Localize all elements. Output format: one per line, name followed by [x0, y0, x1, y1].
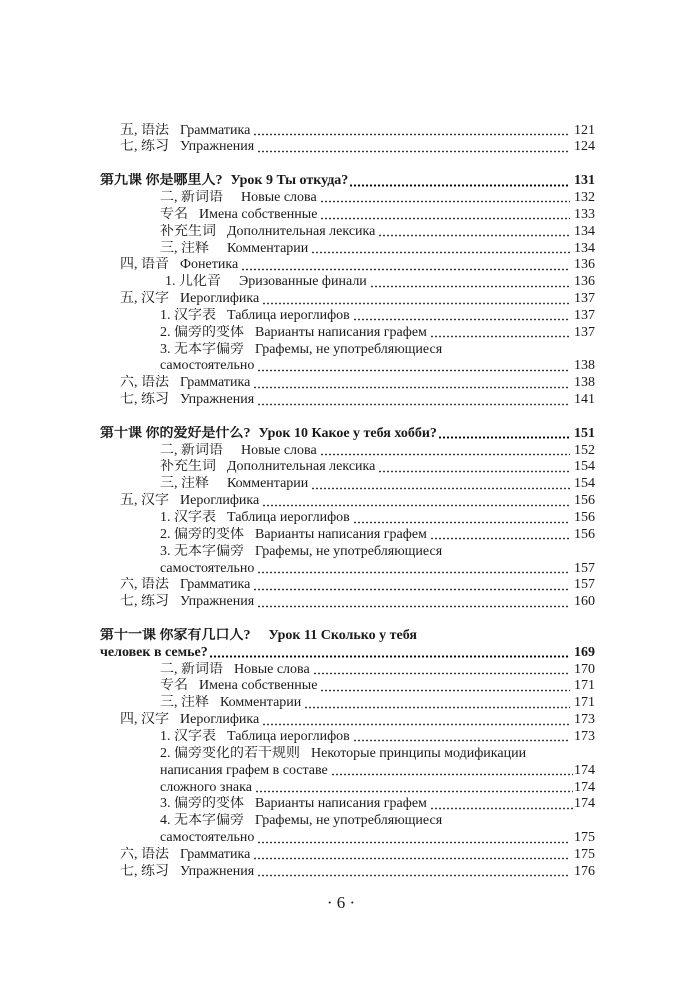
entry-russian-title: Упражнения	[180, 594, 255, 610]
toc-entry	[100, 308, 595, 325]
entry-chinese-title: 二, 新词语	[160, 661, 223, 677]
entry-page-number: 136	[574, 257, 595, 273]
dot-leader	[253, 847, 570, 864]
entry-chinese-title: 3. 偏旁的变体	[160, 796, 244, 812]
toc-entry	[100, 493, 595, 510]
entry-chinese-title: 四, 语音	[120, 257, 169, 273]
lesson-heading-continuation	[100, 645, 595, 662]
entry-chinese-title: 2. 偏旁变化的若干规则	[160, 745, 300, 761]
entry-russian-title: Иероглифика	[180, 712, 260, 728]
toc-entry	[100, 729, 595, 746]
entry-page-number: 174	[574, 796, 595, 812]
toc-entry	[100, 342, 595, 359]
toc-entry	[100, 476, 595, 493]
toc-entry	[100, 510, 595, 527]
dot-leader	[370, 274, 570, 291]
entry-russian-title: Дополнительная лексика	[227, 459, 376, 475]
entry-chinese-title: 3. 无本字偏旁	[160, 341, 244, 357]
dot-leader	[430, 325, 570, 342]
entry-russian-title: Графемы, не употребляющиеся	[255, 341, 443, 357]
dot-leader	[255, 780, 573, 797]
entry-page-number: 173	[574, 712, 595, 728]
entry-chinese-title: 七, 练习	[120, 392, 169, 408]
toc-entry	[100, 678, 595, 695]
toc-entry	[100, 139, 595, 156]
entry-page-number: 157	[574, 577, 595, 593]
entry-chinese-title: 专名	[160, 206, 188, 222]
entry-chinese-title: 二, 新词语	[160, 442, 223, 458]
dot-leader	[257, 358, 570, 375]
entry-page-number: 152	[574, 442, 595, 458]
entry-russian-title-continuation: самостоятельно	[160, 560, 255, 576]
entry-chinese-title: 1. 汉字表	[160, 510, 216, 525]
dot-leader	[438, 426, 570, 443]
entry-chinese-title: 七, 练习	[120, 594, 169, 610]
dot-leader	[378, 459, 570, 476]
entry-russian-title: Грамматика	[180, 122, 251, 138]
entry-page-number: 136	[574, 274, 595, 290]
entry-page-number: 157	[574, 560, 595, 576]
toc-entry	[100, 325, 595, 342]
entry-page-number: 154	[574, 459, 595, 475]
entry-chinese-title: 补充生词	[160, 223, 216, 239]
dot-leader	[378, 224, 570, 241]
entry-page-number: 173	[574, 728, 595, 744]
toc-entry	[100, 577, 595, 594]
entry-chinese-title: 补充生词	[160, 459, 216, 475]
entry-russian-title: Комментарии	[220, 695, 302, 711]
entry-page-number: 121	[574, 122, 595, 138]
toc-entry	[100, 224, 595, 241]
toc-entry	[100, 190, 595, 207]
entry-chinese-title: 六, 语法	[120, 577, 169, 593]
dot-leader	[320, 678, 570, 695]
dot-leader	[353, 510, 570, 527]
entry-russian-title: Грамматика	[180, 577, 251, 593]
entry-russian-title: Графемы, не употребляющиеся	[255, 543, 443, 559]
toc-entry-continuation	[100, 780, 595, 797]
entry-chinese-title: 二, 新词语	[160, 189, 223, 205]
toc-entry	[100, 746, 595, 763]
entry-chinese-title: 1. 汉字表	[160, 307, 216, 323]
entry-page-number: 176	[574, 863, 595, 879]
entry-page-number: 154	[574, 476, 595, 492]
dot-leader	[320, 443, 570, 460]
entry-russian-title: Варианты написания графем	[255, 796, 427, 812]
toc-entry	[100, 847, 595, 864]
entry-page-number: 141	[574, 392, 595, 408]
entry-page-number: 170	[574, 661, 595, 677]
toc-entry	[100, 241, 595, 258]
lesson-page-number: 131	[574, 173, 595, 189]
entry-russian-title: Варианты написания графем	[255, 324, 427, 340]
entry-chinese-title: 六, 语法	[120, 846, 169, 862]
lesson-heading	[100, 426, 595, 443]
dot-leader	[241, 257, 570, 274]
toc-entry	[100, 796, 595, 813]
dot-leader	[311, 476, 570, 493]
entry-page-number: 174	[574, 779, 595, 795]
entry-russian-title: Грамматика	[180, 375, 251, 391]
lesson-russian-title: Урок 10 Какое у тебя хобби?	[258, 425, 437, 441]
entry-chinese-title: 1. 儿化音	[165, 274, 221, 290]
dot-leader	[304, 695, 570, 712]
entry-chinese-title: 五, 汉字	[120, 493, 169, 509]
entry-page-number: 156	[574, 510, 595, 525]
dot-leader	[262, 291, 570, 308]
entry-chinese-title: 七, 练习	[120, 139, 169, 155]
entry-chinese-title: 四, 汉字	[120, 712, 169, 728]
dot-leader	[257, 561, 570, 578]
toc-entry-continuation	[100, 358, 595, 375]
entry-chinese-title: 六, 语法	[120, 375, 169, 391]
toc-entry	[100, 662, 595, 679]
entry-russian-title: Имена собственные	[199, 678, 318, 694]
entry-russian-title: Иероглифика	[180, 291, 260, 307]
entry-chinese-title: 1. 汉字表	[160, 728, 216, 744]
entry-russian-title: Комментарии	[227, 240, 309, 256]
dot-leader	[353, 308, 570, 325]
spacer	[100, 409, 595, 426]
dot-leader	[313, 662, 570, 679]
dot-leader	[257, 830, 570, 847]
entry-page-number: 134	[574, 240, 595, 256]
entry-russian-title: Имена собственные	[199, 206, 318, 222]
entry-page-number: 160	[574, 594, 595, 610]
entry-page-number: 156	[574, 493, 595, 509]
toc-entry	[100, 443, 595, 460]
entry-russian-title-continuation: самостоятельно	[160, 358, 255, 374]
dot-leader	[320, 190, 570, 207]
entry-russian-title-continuation: сложного знака	[160, 779, 252, 795]
entry-russian-title-continuation: самостоятельно	[160, 830, 255, 846]
dot-leader	[331, 763, 573, 780]
entry-chinese-title: 七, 练习	[120, 863, 169, 879]
lesson-russian-title: Урок 11 Сколько у тебя	[268, 627, 417, 643]
dot-leader	[430, 796, 573, 813]
entry-chinese-title: 2. 偏旁的变体	[160, 526, 244, 542]
entry-page-number: 137	[574, 307, 595, 323]
dot-leader	[209, 645, 570, 662]
entry-russian-title: Упражнения	[180, 863, 255, 879]
entry-chinese-title: 五, 语法	[120, 122, 169, 138]
entry-russian-title: Новые слова	[241, 189, 317, 205]
entry-russian-title: Таблица иероглифов	[227, 510, 350, 525]
toc-entry	[100, 527, 595, 544]
lesson-russian-title: Урок 9 Ты откуда?	[230, 173, 349, 189]
toc-entry	[100, 207, 595, 224]
toc-entry	[100, 695, 595, 712]
entry-russian-title: Грамматика	[180, 846, 251, 862]
dot-leader	[257, 864, 570, 881]
dot-leader	[253, 577, 570, 594]
dot-leader	[257, 392, 570, 409]
entry-page-number: 133	[574, 206, 595, 222]
entry-page-number: 156	[574, 526, 595, 542]
dot-leader	[262, 493, 570, 510]
toc-entry	[100, 712, 595, 729]
dot-leader	[257, 139, 570, 156]
toc-entry	[100, 123, 595, 140]
page-number-footer: · 6 ·	[326, 893, 356, 912]
entry-page-number: 171	[574, 678, 595, 694]
entry-russian-title: Иероглифика	[180, 493, 260, 509]
entry-page-number: 175	[574, 846, 595, 862]
entry-russian-title: Таблица иероглифов	[227, 307, 350, 323]
spacer	[100, 156, 595, 173]
toc-entry-continuation	[100, 763, 595, 780]
entry-russian-title: Графемы, не употребляющиеся	[255, 813, 443, 829]
entry-page-number: 137	[574, 324, 595, 340]
entry-page-number: 132	[574, 189, 595, 205]
dot-leader	[349, 173, 570, 190]
toc-entry	[100, 594, 595, 611]
entry-russian-title: Фонетика	[180, 257, 239, 273]
entry-page-number: 137	[574, 291, 595, 307]
dot-leader	[253, 123, 570, 140]
toc-entry	[100, 864, 595, 881]
entry-russian-title: Дополнительная лексика	[227, 223, 376, 239]
entry-chinese-title: 4. 无本字偏旁	[160, 813, 244, 829]
lesson-page-number: 169	[574, 644, 595, 660]
entry-russian-title: Новые слова	[234, 661, 310, 677]
lesson-chinese-title: 第十一课 你家有几口人?	[100, 627, 251, 643]
lesson-heading	[100, 628, 595, 645]
toc-entry-continuation	[100, 830, 595, 847]
lesson-page-number: 151	[574, 425, 595, 441]
entry-page-number: 134	[574, 223, 595, 239]
dot-leader	[320, 207, 570, 224]
entry-chinese-title: 三, 注释	[160, 240, 209, 256]
entry-page-number: 175	[574, 830, 595, 846]
lesson-chinese-title: 第九课 你是哪里人?	[100, 173, 223, 189]
toc-entry	[100, 544, 595, 561]
entry-page-number: 124	[574, 139, 595, 155]
dot-leader	[253, 375, 570, 392]
entry-russian-title: Упражнения	[180, 392, 255, 408]
entry-page-number: 174	[574, 762, 595, 778]
entry-russian-title: Новые слова	[241, 442, 317, 458]
toc-entry	[100, 257, 595, 274]
dot-leader	[311, 241, 570, 258]
entry-chinese-title: 2. 偏旁的变体	[160, 324, 244, 340]
entry-page-number: 138	[574, 358, 595, 374]
entry-russian-title: Варианты написания графем	[255, 526, 427, 542]
toc-entry	[100, 375, 595, 392]
table-of-contents	[100, 123, 595, 881]
entry-page-number: 138	[574, 375, 595, 391]
lesson-russian-title-continuation: человек в семье?	[100, 644, 208, 660]
entry-chinese-title: 专名	[160, 678, 188, 694]
dot-leader	[430, 527, 570, 544]
dot-leader	[353, 729, 570, 746]
entry-chinese-title: 三, 注释	[160, 695, 209, 711]
entry-chinese-title: 3. 无本字偏旁	[160, 543, 244, 559]
toc-entry-continuation	[100, 561, 595, 578]
entry-page-number: 171	[574, 695, 595, 711]
toc-entry	[100, 459, 595, 476]
toc-entry	[100, 274, 595, 291]
entry-chinese-title: 三, 注释	[160, 476, 209, 492]
toc-entry	[100, 392, 595, 409]
lesson-heading	[100, 173, 595, 190]
toc-entry	[100, 813, 595, 830]
dot-leader	[257, 594, 570, 611]
spacer	[100, 611, 595, 628]
entry-russian-title: Таблица иероглифов	[227, 728, 350, 744]
entry-russian-title-continuation: написания графем в составе	[160, 762, 328, 778]
entry-russian-title: Комментарии	[227, 476, 309, 492]
lesson-chinese-title: 第十课 你的爱好是什么?	[100, 425, 251, 441]
entry-russian-title: Эризованные финали	[239, 274, 367, 290]
toc-entry	[100, 291, 595, 308]
entry-chinese-title: 五, 汉字	[120, 291, 169, 307]
entry-russian-title: Упражнения	[180, 139, 255, 155]
dot-leader	[262, 712, 570, 729]
entry-russian-title: Некоторые принципы модификации	[311, 745, 527, 761]
